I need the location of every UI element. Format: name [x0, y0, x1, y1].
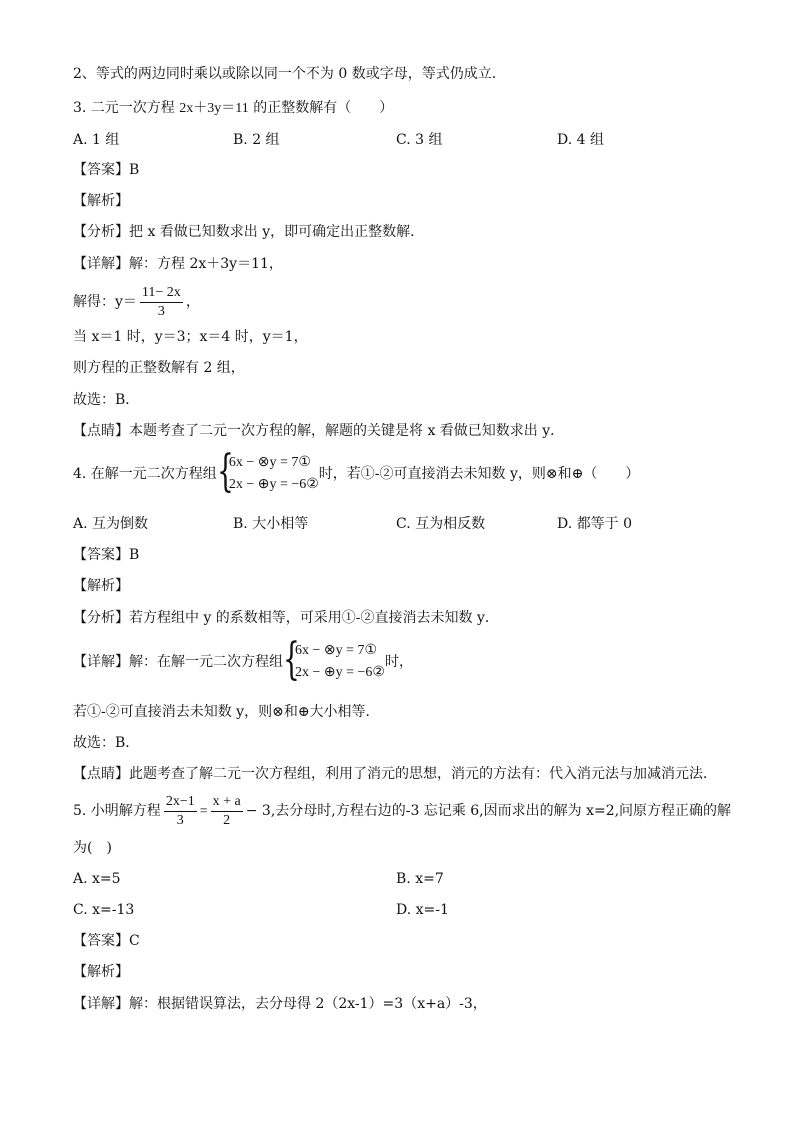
q5-detail: 【详解】解：根据错误算法，去分母得 2（2x-1）=3（x+a）-3，: [73, 996, 487, 1012]
q5-option-d: D. x=-1: [396, 902, 449, 918]
q4-answer: 【答案】B: [73, 547, 140, 563]
q3-answer: 【答案】B: [73, 162, 140, 178]
q4-comment: 【点睛】此题考查了解二元一次方程组，利用了消元的思想，消元的方法有：代入消元法与加减消元法．: [73, 766, 717, 782]
q4-equation-system: [216, 446, 319, 497]
q3-solve-pre: 解得：y＝: [73, 294, 137, 310]
q3-stem-post: 的正整数解有（ ）: [248, 100, 394, 116]
q2-note: 2、等式的两边同时乘以或除以同一个不为 0 数或字母，等式仍成立．: [73, 66, 506, 82]
q3-solve-post: ，: [185, 294, 200, 310]
q3-when: 当 x＝1 时，y＝3；x＝4 时，y＝1，: [73, 329, 308, 345]
q3-option-c: C. 3 组: [396, 132, 443, 148]
brace-icon: {: [283, 634, 300, 685]
q3-then: 则方程的正整数解有 2 组，: [73, 360, 245, 376]
q4-option-c: C. 互为相反数: [396, 516, 486, 532]
q3-solve-num: 11− 2x: [140, 284, 183, 303]
q5-stem: [73, 790, 731, 833]
q3-solve: [73, 283, 200, 321]
q3-solve-den: 3: [157, 303, 165, 319]
q3-option-b: B. 2 组: [233, 132, 280, 148]
q5-stem-line2: 为( ): [73, 840, 112, 856]
q3-option-d: D. 4 组: [557, 132, 604, 148]
q3-stem-pre: 3. 二元一次方程: [73, 100, 180, 116]
q4-option-a: A. 互为倒数: [73, 516, 149, 532]
q5-equals: =: [199, 804, 208, 819]
q4-detail: [73, 634, 413, 685]
q5-jiexi: 【解析】: [73, 964, 129, 980]
q3-detail: 【详解】解：方程 2x＋3y＝11，: [73, 256, 283, 272]
q5-option-b: B. x=7: [396, 871, 444, 887]
q4-stem-post: 时，若①-②可直接消去未知数 y，则⊗和⊕（ ）: [318, 466, 640, 482]
q4-detail-system: [283, 634, 385, 685]
q4-option-d: D. 都等于 0: [557, 516, 632, 532]
q4-stem-pre: 4. 在解一元二次方程组: [73, 466, 217, 482]
q3-analysis: 【分析】把 x 看做已知数求出 y，即可确定出正整数解．: [73, 224, 425, 240]
q4-jiexi: 【解析】: [73, 578, 129, 594]
q5-answer: 【答案】C: [73, 933, 140, 949]
q4-analysis: 【分析】若方程组中 y 的系数相等，可采用①-②直接消去未知数 y．: [73, 610, 499, 626]
q3-comment: 【点睛】本题考查了二元一次方程的解，解题的关键是将 x 看做已知数求出 y．: [73, 423, 565, 439]
q5-stem-post: − 3,去分母时,方程右边的-3 忘记乘 6,因而求出的解为 x=2,问原方程正确的解: [245, 803, 732, 819]
q4-eq1: 6x − ⊗y = 7①: [228, 455, 311, 470]
q4-detail-pre: 【详解】解：在解一元二次方程组: [73, 654, 283, 670]
brace-icon: {: [216, 446, 234, 497]
q5-f2-den: 2: [223, 812, 231, 828]
q3-choose: 故选：B．: [73, 392, 140, 408]
q4-option-b: B. 大小相等: [233, 516, 309, 532]
q5-option-c: C. x=-13: [73, 902, 135, 918]
q5-f1-den: 3: [176, 812, 184, 828]
q3-stem: [73, 98, 393, 119]
q5-option-a: A. x=5: [73, 871, 121, 887]
q3-jiexi: 【解析】: [73, 193, 129, 209]
q5-fraction-right: [211, 793, 243, 830]
q4-choose: 故选：B．: [73, 735, 140, 751]
q3-solve-fraction: [140, 284, 183, 321]
q4-eq2: 2x − ⊕y = −6②: [228, 477, 319, 492]
q4-detail-eq2: 2x − ⊕y = −6②: [295, 665, 385, 680]
q4-line2: 若①-②可直接消去未知数 y，则⊗和⊕大小相等．: [73, 704, 380, 720]
q5-stem-pre: 5. 小明解方程: [73, 803, 161, 819]
q5-f1-num: 2x−1: [164, 793, 197, 812]
q4-stem: [73, 446, 640, 497]
q3-option-a: A. 1 组: [73, 132, 120, 148]
q5-f2-num: x + a: [211, 793, 243, 812]
q4-detail-post: 时，: [384, 654, 413, 670]
q3-stem-eq: 2x＋3y＝11: [179, 101, 249, 116]
q4-detail-eq1: 6x − ⊗y = 7①: [295, 643, 378, 658]
q5-fraction-left: [164, 793, 197, 830]
